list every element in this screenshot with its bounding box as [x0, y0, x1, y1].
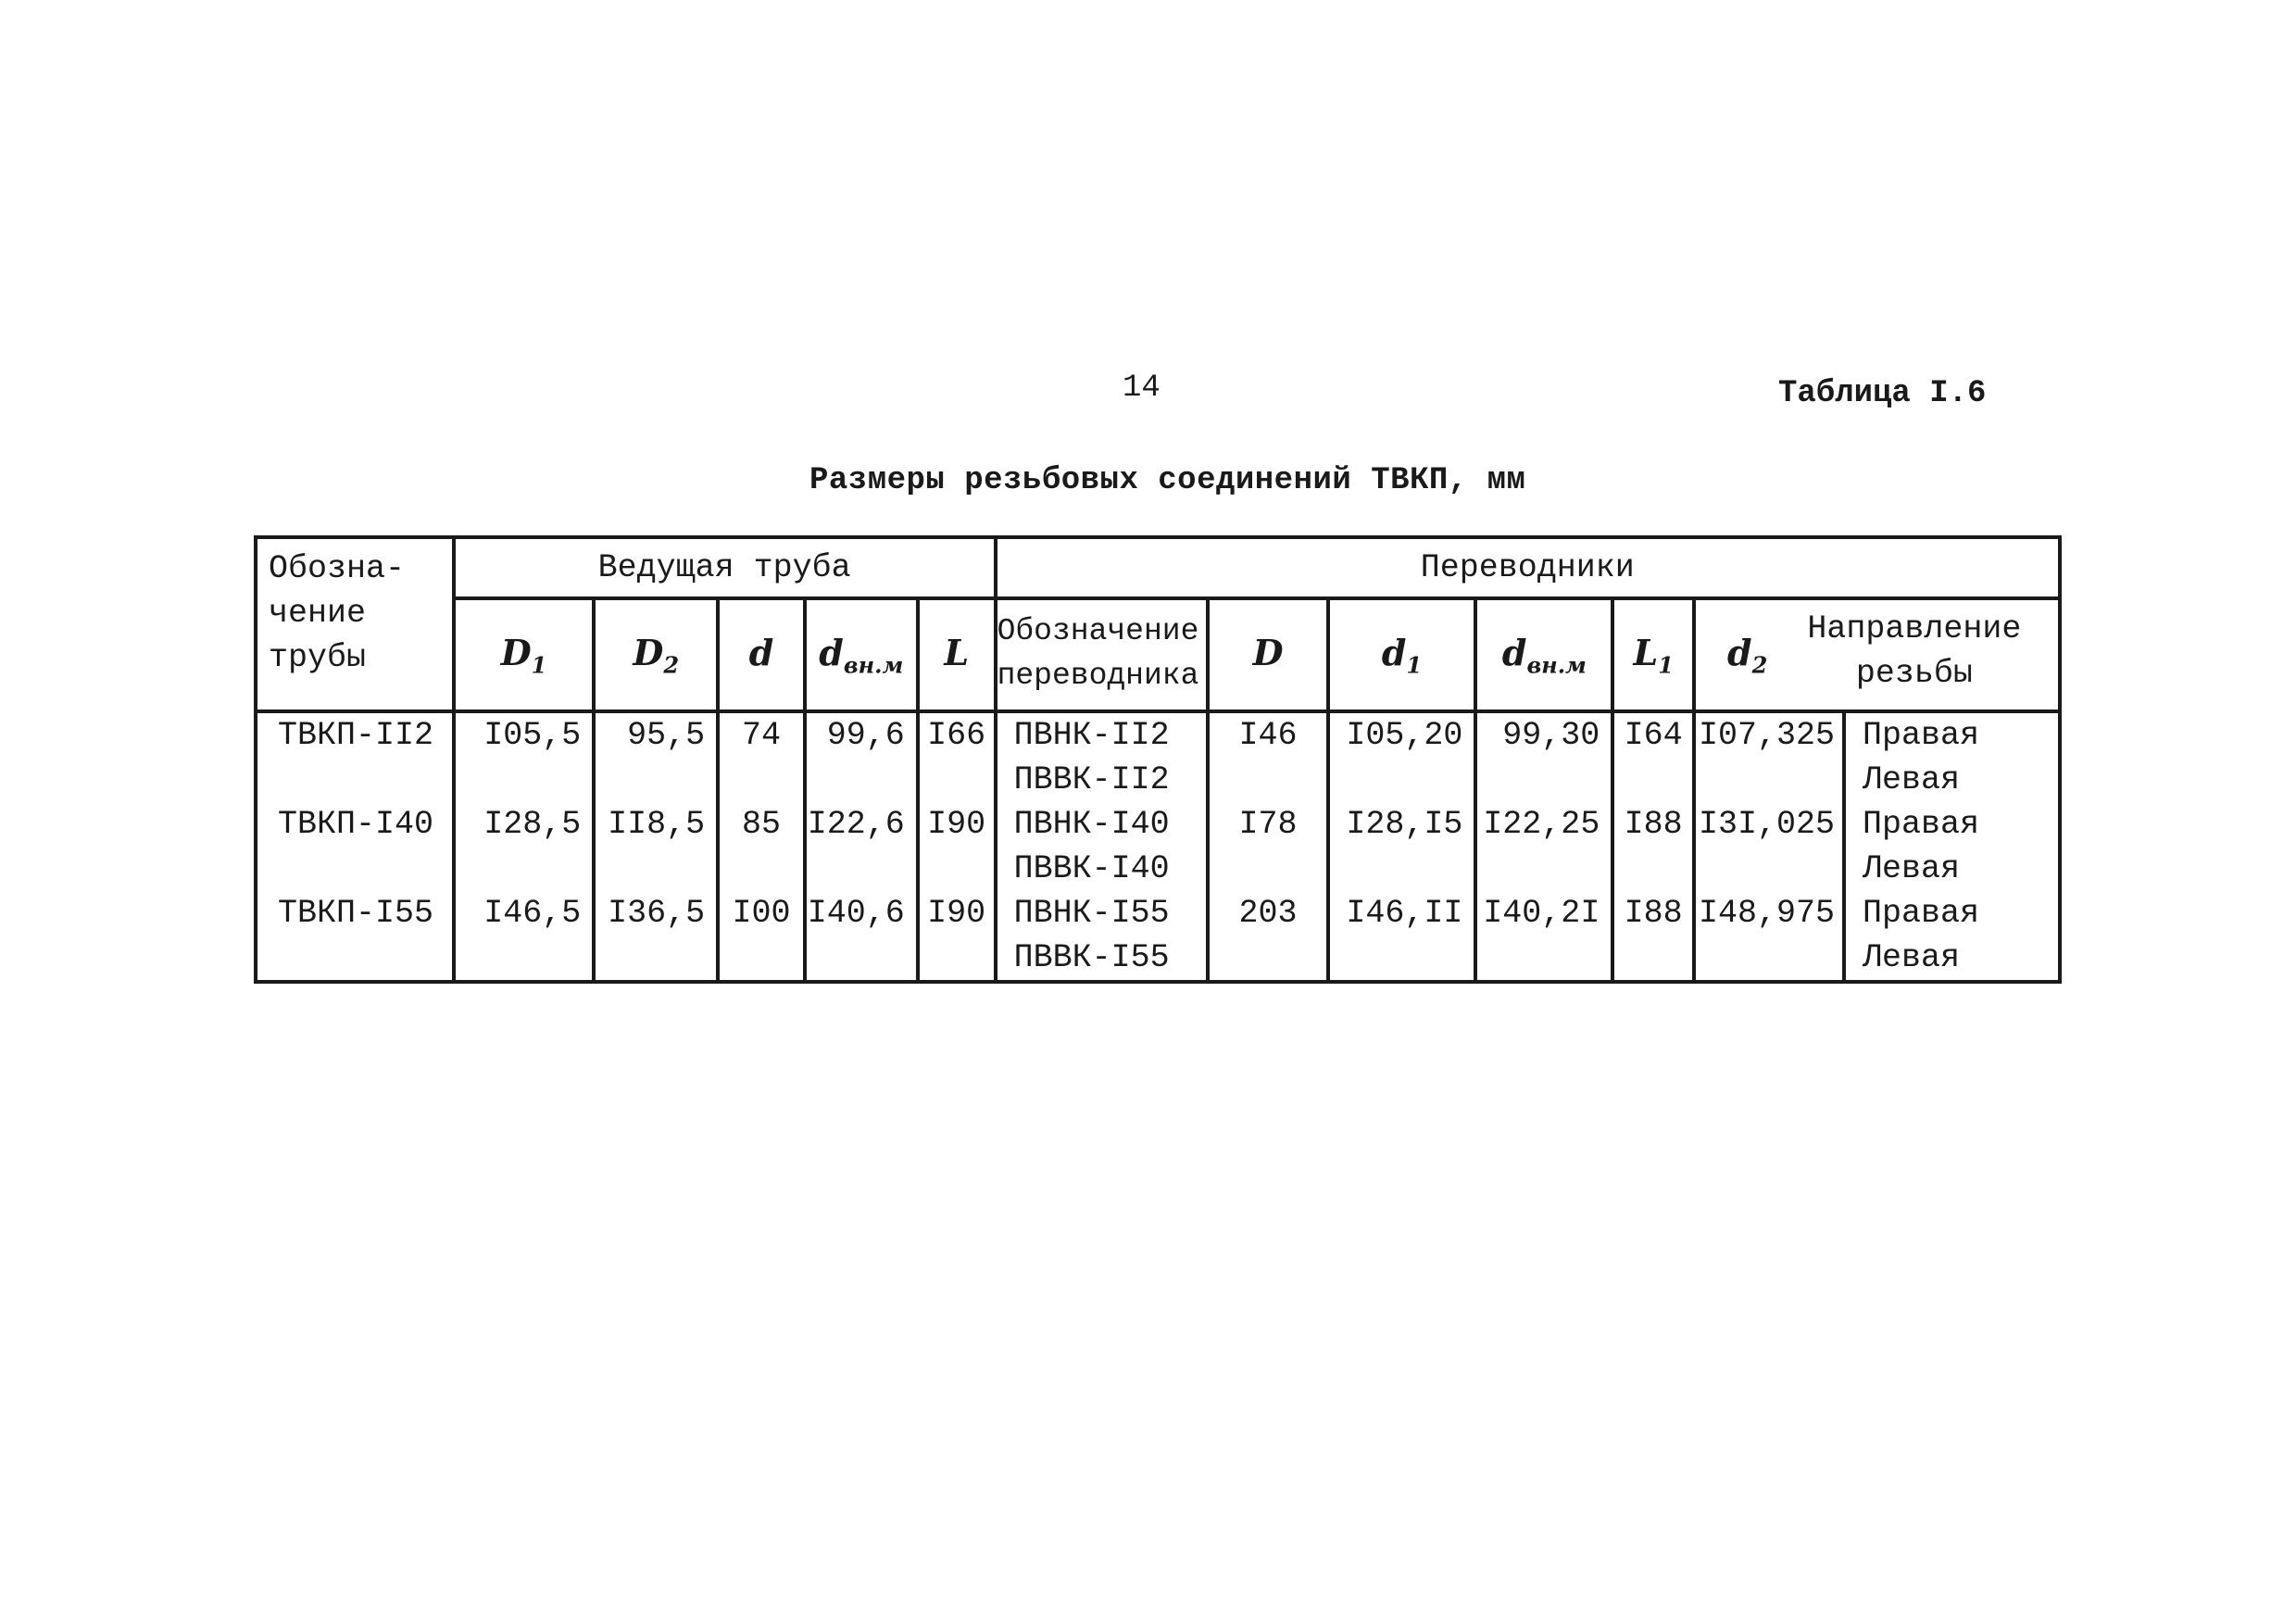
page-number: 14: [1123, 370, 1161, 406]
header-col-L: L: [918, 598, 996, 711]
cell-d: 74 85 I00: [718, 711, 805, 982]
header-lead-pipe: Ведущая труба: [454, 537, 996, 598]
header-col-d: d: [718, 598, 805, 711]
header-col-d-vnm: $d_{вн.м}$: [805, 598, 918, 711]
cell-D2: 95,5 II8,5 I36,5: [594, 711, 718, 982]
cell-thread-direction: Правая Левая Правая Левая Правая Левая: [1844, 711, 2060, 982]
cell-d1: I05,20 I28,I5 I46,II: [1328, 711, 1476, 982]
header-col-d2-direction: $d_2$ Направление резьбы: [1694, 598, 2060, 711]
cell-L1: I64 I88 I88: [1612, 711, 1694, 982]
table-title: Размеры резьбовых соединений ТВКП, мм: [809, 463, 1526, 498]
table-body-row: [256, 711, 2060, 982]
cell-pipe: ТВКП-II2 ТВКП-I40 ТВКП-I55: [256, 711, 454, 982]
cell-d2: I07,325 I3I,025 I48,975: [1694, 711, 1844, 982]
header-col-D: D: [1208, 598, 1327, 711]
table-label: Таблица I.6: [1778, 376, 1987, 411]
cell-d-vnm: 99,6 I22,6 I40,6: [805, 711, 918, 982]
cell-d-vnm-adapter: 99,30 I22,25 I40,2I: [1475, 711, 1612, 982]
cell-L: I66 I90 I90: [918, 711, 996, 982]
thread-dimensions-table: [254, 535, 2062, 984]
cell-D1: I05,5 I28,5 I46,5: [454, 711, 595, 982]
header-col-L1: $L_1$: [1612, 598, 1694, 711]
cell-D: I46 I78 203: [1208, 711, 1327, 982]
header-col-D1: $D_1$: [454, 598, 595, 711]
header-adapter-designation: Обозначение переводника: [996, 598, 1209, 711]
header-col-d-vnm-adapter: $d_{вн.м}$: [1475, 598, 1612, 711]
header-col-d1: $d_1$: [1328, 598, 1476, 711]
header-col-D2: $D_2$: [594, 598, 718, 711]
cell-adapter: ПВНК-II2 ПВВК-II2 ПВНК-I40 ПВВК-I40 ПВНК-I55 ПВВК-I55: [996, 711, 1209, 982]
header-pipe-designation: Обозна- чение трубы: [256, 537, 454, 711]
header-adapters: Переводники: [996, 537, 2060, 598]
